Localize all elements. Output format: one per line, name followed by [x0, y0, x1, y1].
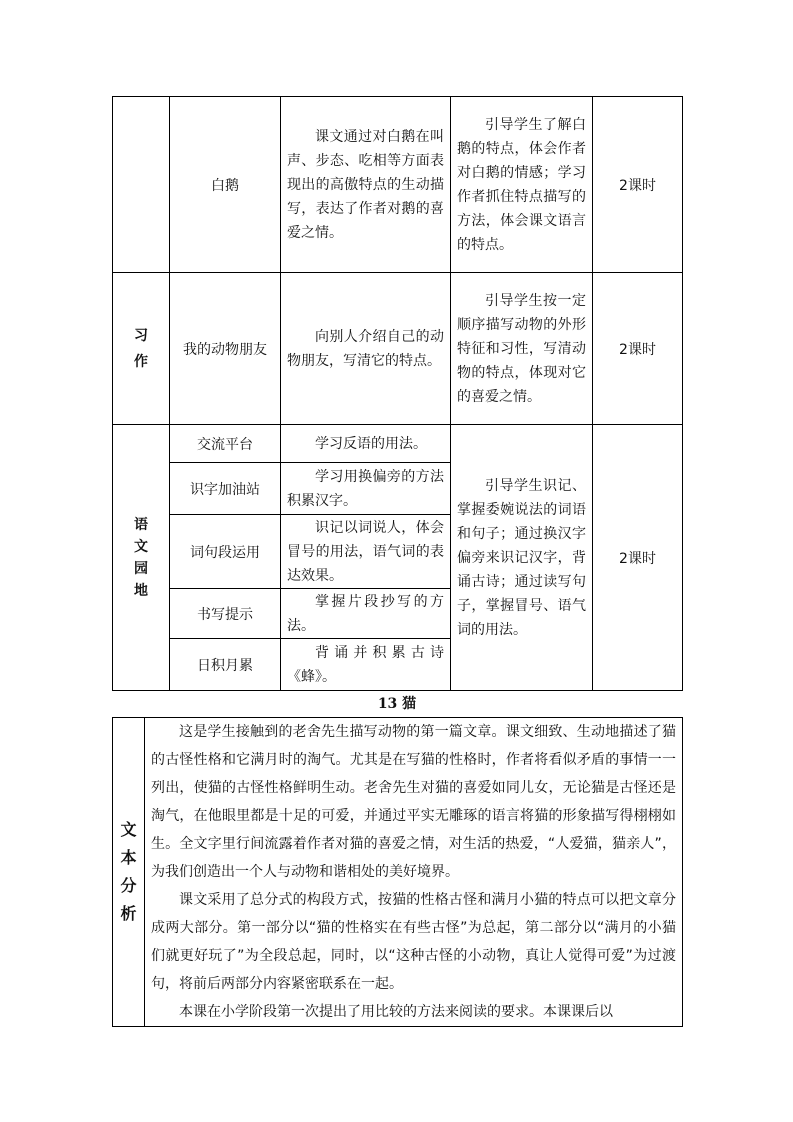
section-label: 文 本 分 析 — [120, 820, 137, 923]
item-content: 掌握片段抄写的方法。 — [287, 593, 444, 634]
lesson-name: 我的动物朋友 — [170, 273, 281, 425]
lesson-content: 向别人介绍自己的动物朋友，写清它的特点。 — [287, 328, 444, 369]
table-row — [113, 97, 683, 273]
item-name: 词句段运用 — [170, 515, 281, 589]
table-row — [113, 425, 683, 463]
table-row — [113, 273, 683, 425]
class-hours: 2课时 — [593, 97, 683, 273]
analysis-paragraph: 本课在小学阶段第一次提出了用比较的方法来阅读的要求。本课课后以 — [179, 1004, 613, 1020]
item-name: 识字加油站 — [170, 463, 281, 515]
class-hours: 2课时 — [593, 425, 683, 691]
analysis-text — [145, 718, 682, 1026]
teaching-goal: 引导学生了解白鹅的特点，体会作者对白鹅的情感；学习作者抓住特点描写的方法，体会课文语言的特点。 — [457, 116, 586, 253]
teaching-goal: 引导学生按一定顺序描写动物的外形特征和习性，写清动物的特点，体现对它的喜爱之情。 — [457, 292, 586, 405]
lesson-content: 课文通过对白鹅在叫声、步态、吃相等方面表现出的高傲特点的生动描写，表达了作者对鹅的喜爱之情。 — [287, 128, 444, 241]
item-name: 日积月累 — [170, 639, 281, 691]
item-name: 交流平台 — [170, 425, 281, 463]
unit-label: 习作 — [134, 327, 148, 370]
item-content: 学习用换偏旁的方法积累汉字。 — [287, 468, 444, 509]
analysis-paragraph: 课文采用了总分式的构段方式，按猫的性格古怪和满月小猫的特点可以把文章分成两大部分。第一部分以“猫的性格实在有些古怪”为总起，第二部分以“满月的小猫们就更好玩了”为全段总起，同时，以“这种古怪的小动物，真让人觉得可爱”为过渡句，将前后两部分内容紧密联系在一起。 — [151, 892, 676, 992]
unit-cell-empty — [113, 97, 170, 273]
lesson-plan-table — [112, 96, 683, 691]
class-hours: 2课时 — [593, 273, 683, 425]
unit-label: 语文园地 — [134, 516, 148, 599]
table-row — [113, 718, 683, 1027]
item-content: 背诵并积累古诗《蜂》。 — [287, 644, 444, 685]
analysis-paragraph: 这是学生接触到的老舍先生描写动物的第一篇文章。课文细致、生动地描述了猫的古怪性格和它满月时的淘气。尤其是在写猫的性格时，作者将看似矛盾的事情一一列出，使猫的古怪性格鲜明生动。老舍先生对猫的喜爱如同儿女，无论猫是古怪还是淘气，在他眼里都是十足的可爱，并通过平实无雕琢的语言将猫的形象描写得栩栩如生。全文字里行间流露着作者对猫的喜爱之情，对生活的热爱，“人爱猫，猫亲人”，为我们创造出一个人与动物和谐相处的美好境界。 — [151, 724, 676, 880]
item-content: 识记以词说人，体会冒号的用法，语气词的表达效果。 — [287, 519, 444, 584]
text-analysis-table — [112, 717, 683, 1027]
item-name: 书写提示 — [170, 589, 281, 639]
lesson-name: 白鹅 — [170, 97, 281, 273]
item-content: 学习反语的用法。 — [315, 435, 427, 452]
lesson-title: 13 猫 — [377, 696, 417, 712]
teaching-goal: 引导学生识记、掌握委婉说法的词语和句子；通过换汉字偏旁来识记汉字，背诵古诗；通过读写句子，掌握冒号、语气词的用法。 — [457, 477, 586, 638]
